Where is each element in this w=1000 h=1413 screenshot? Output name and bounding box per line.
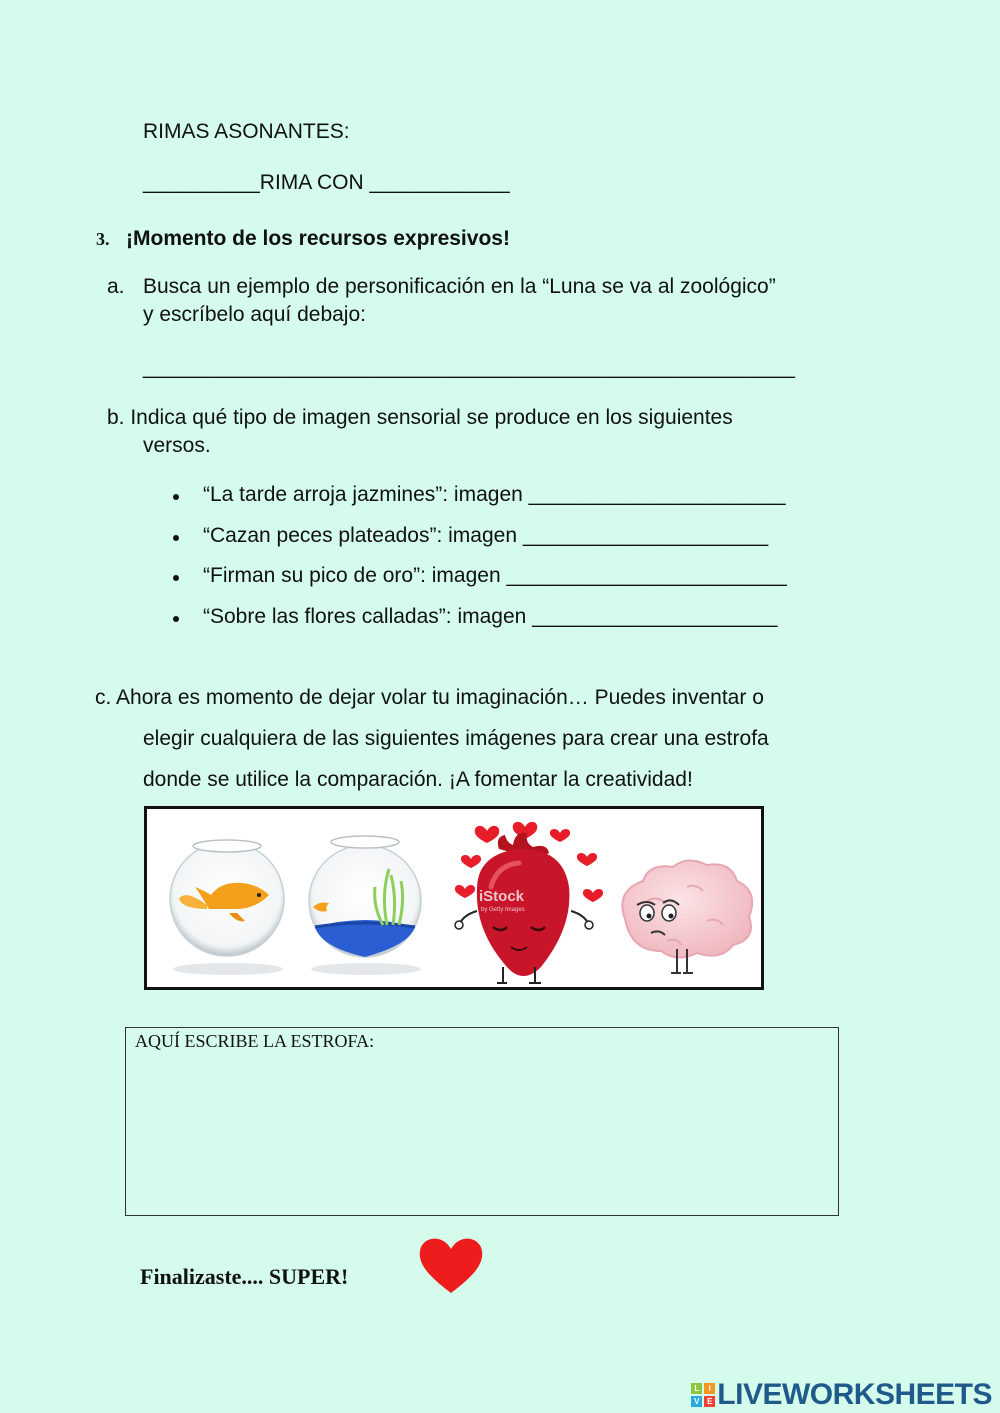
heart-icon — [418, 1235, 484, 1295]
bullet-dot — [173, 535, 179, 541]
rimas-connector: RIMA CON — [259, 171, 364, 194]
rimas-row — [143, 170, 510, 196]
image-strip — [144, 806, 764, 990]
logo-cell: L — [691, 1383, 702, 1394]
verse-answer-blank[interactable]: ______________________ — [528, 483, 786, 506]
part-a-line1: Busca un ejemplo de personificación en la “Luna se va al zoológico” — [143, 275, 776, 298]
verse-text: “Sobre las flores calladas”: imagen — [203, 605, 527, 628]
verse-answer-blank[interactable]: ________________________ — [506, 564, 787, 587]
part-c-line3: donde se utilice la comparación. ¡A fomentar la creatividad! — [143, 768, 693, 791]
finish-message: Finalizaste.... SUPER! — [140, 1264, 349, 1289]
verse-item — [203, 604, 777, 630]
logo-text: LIVEWORKSHEETS — [717, 1378, 992, 1411]
verse-text: “Firman su pico de oro”: imagen — [203, 564, 501, 587]
stanza-write-box[interactable] — [125, 1027, 839, 1216]
watermark: iStock — [479, 888, 525, 905]
part-c-line2: elegir cualquiera de las siguientes imágenes para crear una estrofa — [143, 727, 769, 750]
rimas-title: RIMAS ASONANTES: — [143, 120, 350, 143]
section-title: ¡Momento de los recursos expresivos! — [126, 227, 510, 250]
rimas-blank-left[interactable]: __________ — [143, 171, 260, 194]
section-number: 3. — [96, 229, 110, 249]
part-a-line2: y escríbelo aquí debajo: — [143, 303, 366, 326]
verse-text: “La tarde arroja jazmines”: imagen — [203, 483, 523, 506]
verse-answer-blank[interactable]: _____________________ — [532, 605, 778, 628]
liveworksheets-logo — [691, 1378, 992, 1412]
bullet-dot — [173, 616, 179, 622]
bullet-dot — [173, 575, 179, 581]
bullet-dot — [173, 494, 179, 500]
section-3-heading — [96, 226, 510, 252]
logo-cell: E — [704, 1396, 715, 1407]
part-b-line1: b. Indica qué tipo de imagen sensorial se produce en los siguientes — [107, 406, 733, 429]
rimas-blank-right[interactable]: ____________ — [369, 171, 510, 194]
part-a-answer-line[interactable]: ______________________________________________________ — [143, 356, 796, 379]
verse-answer-blank[interactable]: _____________________ — [522, 524, 769, 547]
verse-text: “Cazan peces plateados”: imagen — [203, 524, 518, 547]
verse-item — [203, 482, 786, 508]
part-a-marker: a. — [107, 275, 125, 298]
logo-cell: V — [691, 1396, 702, 1407]
write-box-label: AQUÍ ESCRIBE LA ESTROFA: — [135, 1031, 375, 1051]
verse-item — [203, 563, 787, 589]
verse-item — [203, 523, 768, 549]
part-c-line1: c. Ahora es momento de dejar volar tu imaginación… Puedes inventar o — [95, 686, 764, 709]
part-b-line2: versos. — [143, 434, 211, 457]
image-strip-illustration — [147, 809, 761, 987]
watermark-sub: by Getty Images — [481, 907, 525, 913]
logo-grid-icon — [691, 1383, 715, 1407]
logo-cell: I — [704, 1383, 715, 1394]
